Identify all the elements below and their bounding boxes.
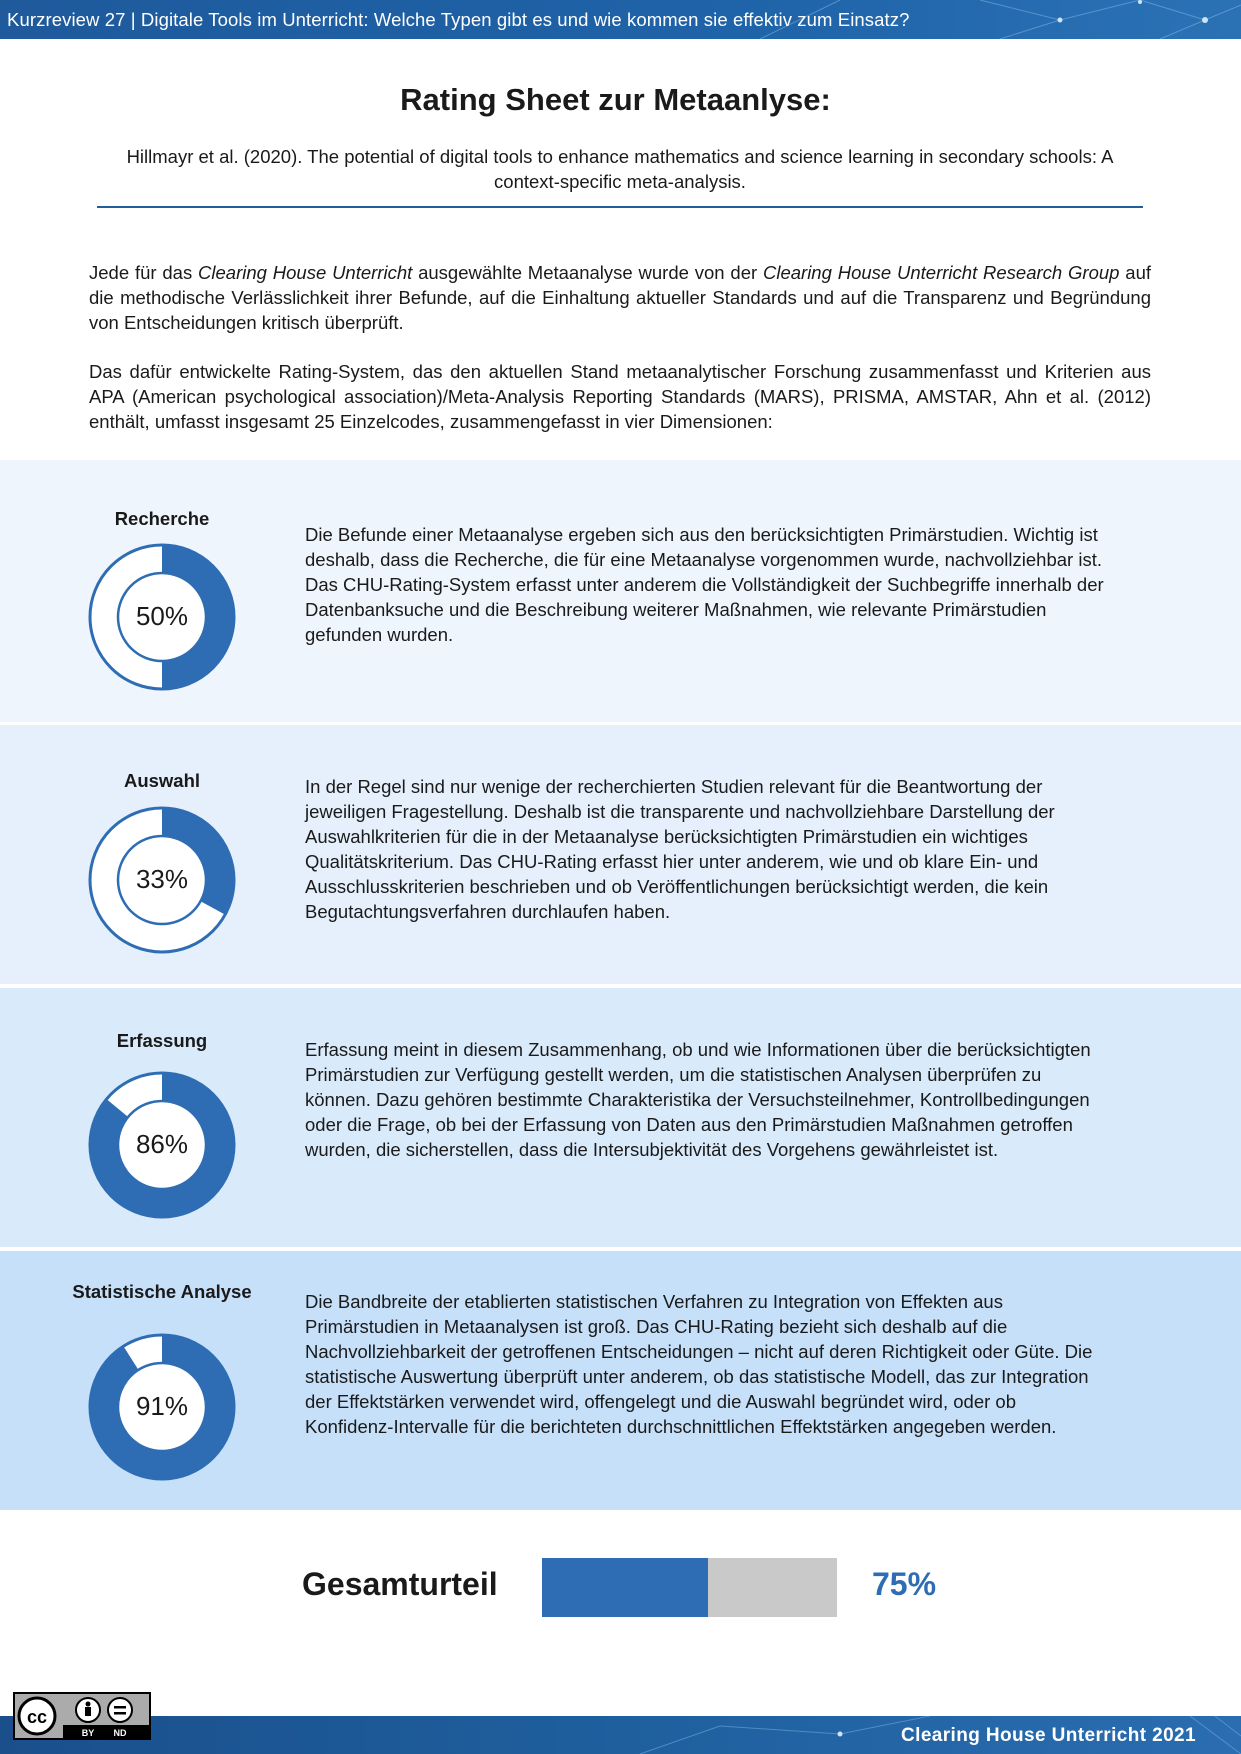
section-text: Erfassung meint in diesem Zusammenhang, ob und wie Informationen über die berücksichtigten Primärstudien zur Verfügung gestellt werden, um die statistischen Analysen überprüfen zu können. Dazu gehören bestimmte Charakteristika der Versuchsteilnehmer, Kontrollbedingungen oder die Frage, ob bei der Erfassung von Daten aus den Primärstudien Maßnahmen getroffen wurden, die sicherstellen, dass die Intersubjektivität des Vorgehens gewährleistet ist. [305,1039,1091,1160]
header-bar [0,0,1241,39]
svg-text:cc: cc [26,1707,48,1727]
license-icon [15,1694,149,1738]
section-text: Die Befunde einer Metaanalyse ergeben sich aus den berücksichtigten Primärstudien. Wichtig ist deshalb, dass die Recherche, die für eine Metaanalyse vorgenommen wurde, nachvollziehbar ist. Das CHU-Rating-System erfasst unter anderem die Vollständigkeit der Suchbegriffe innerhalb der Datenbanksuche und die Beschreibung weiterer Maßnahmen, wie relevante Primärstudien gefunden wurden. [305,524,1104,645]
overall-rating-bar-fill [542,1558,708,1617]
section-recherche [0,460,1241,722]
license-nd-text: ND [113,1728,127,1738]
citation: Hillmayr et al. (2020). The potential of digital tools to enhance mathematics and science learning in secondary schools: A context-specific meta-analysis. [126,146,1114,192]
section-title: Erfassung [116,1030,208,1051]
cc-by-nd-icon[interactable] [13,1692,151,1740]
section-title: Statistische Analyse [72,1281,252,1302]
divider [97,206,1143,208]
page-title: Rating Sheet zur Metaanlyse: [400,82,831,117]
section-erfassung [0,988,1241,1247]
intro-paragraph-2: Das dafür entwickelte Rating-System, das den aktuellen Stand metaanalytischer Forschung zusammenfasst und Kriterien aus APA (American psychological association)/Meta-Analysis Reporting Standards (MARS), PRISMA, AMSTAR, Ahn et al. (2012) enthält, umfasst insgesamt 25 Einzelcodes, zusammengefasst in vier Dimensionen: [89,361,1151,432]
donut-value: 86% [135,1129,189,1159]
header-title: Kurzreview 27 | Digitale Tools im Unterricht: Welche Typen gibt es und wie kommen sie effektiv zum Einsatz? [7,9,910,30]
overall-rating-bar [542,1558,837,1617]
section-title: Auswahl [123,770,201,791]
donut-value: 50% [135,601,189,631]
section-text: Die Bandbreite der etablierten statistischen Verfahren zu Integration von Effekten aus Primärstudien in Metaanalysen ist groß. Das CHU-Rating bezieht sich deshalb auf die Nachvollziehbarkeit der getroffenen Entscheidungen – nicht auf deren Richtigkeit oder Güte. Die statistische Auswertung überprüft unter anderem, ob das statistische Modell, das zur Integration der Effektstärken verwendet wird, offengelegt und die Auswahl begründet wird, oder ob Konfidenz-Intervalle für die berichteten durchschnittlichen Effektstärken angegeben werden. [305,1291,1093,1437]
section-statistische-analyse [0,1251,1241,1510]
section-title: Recherche [114,508,210,529]
intro-paragraph-1: Jede für das Clearing House Unterricht ausgewählte Metaanalyse wurde von der Clearing House Unterricht Research Group auf die methodische Verlässlichkeit ihrer Befunde, auf die Einhaltung aktueller Standards und auf die Transparenz und Begründung von Entscheidungen kritisch überprüft. [89,262,1152,333]
overall-rating-label: Gesamturteil [302,1566,498,1602]
donut-value: 33% [135,864,189,894]
overall-rating-value: 75% [872,1566,937,1602]
footer-bar [0,1716,1241,1754]
donut-value: 91% [135,1391,189,1421]
section-auswahl [0,725,1241,984]
footer-text: Clearing House Unterricht 2021 [901,1725,1196,1746]
license-by-text: BY [81,1728,95,1738]
section-text: In der Regel sind nur wenige der recherchierten Studien relevant für die Beantwortung der jeweiligen Fragestellung. Deshalb ist die transparente und nachvollziehbare Darstellung der Auswahlkriterien für die in der Metaanalyse berücksichtigten Primärstudien ein wichtiges Qualitätskriterium. Das CHU-Rating erfasst hier unter anderem, wie und ob klare Ein- und Ausschlusskriterien beschrieben und ob Veröffentlichungen berücksichtigt werden, die kein Begutachtungsverfahren durchlaufen haben. [305,776,1055,922]
